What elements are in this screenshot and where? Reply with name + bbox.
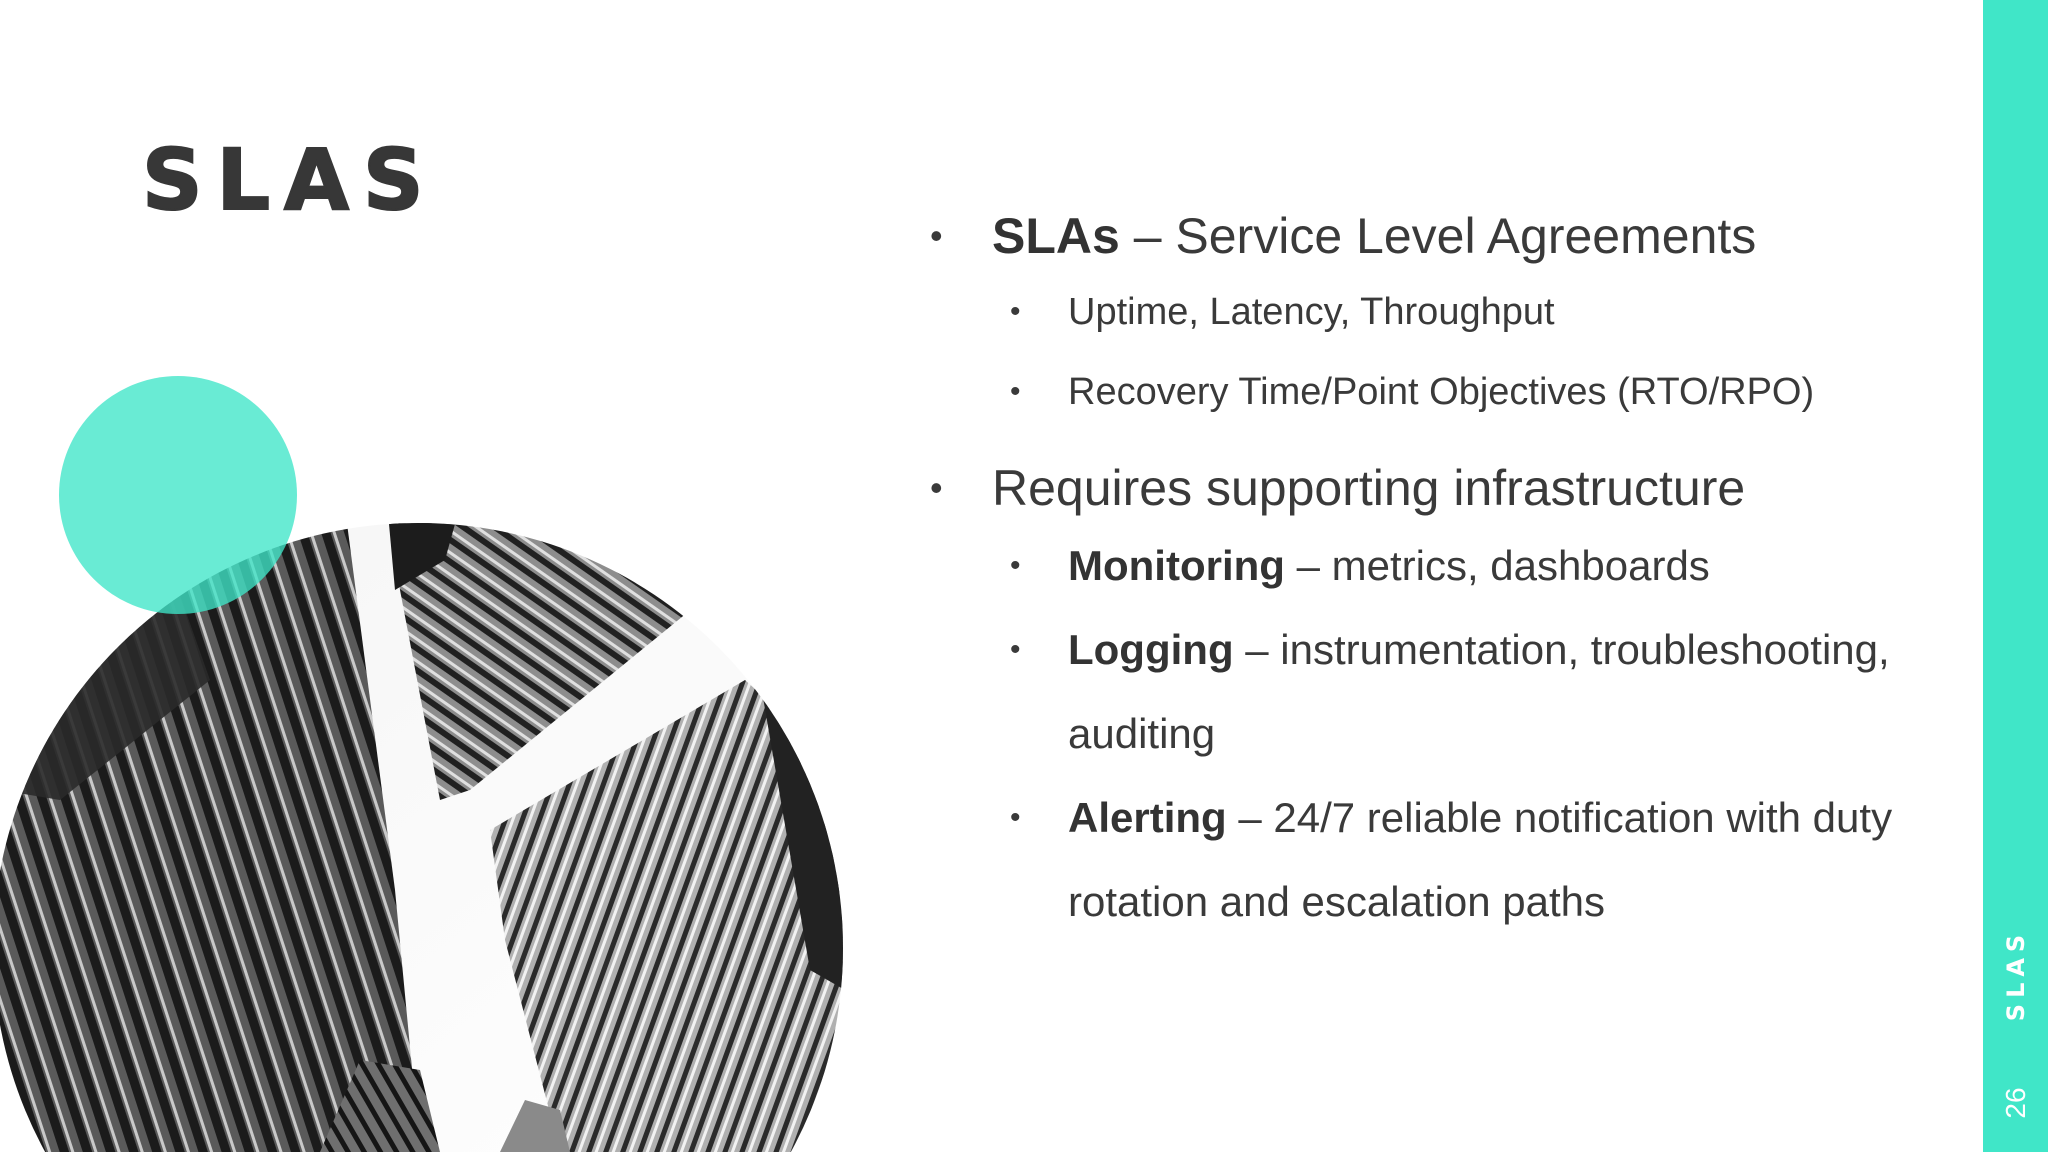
bullet-list: [930, 200, 1930, 944]
bullet-text: – metrics, dashboards: [1284, 542, 1710, 589]
bullet-text: – instrumentation, troubleshooting, auditing: [1068, 626, 1890, 757]
bullet-bold-term: Monitoring: [1068, 542, 1285, 589]
bullet-dot: •: [1010, 633, 1021, 666]
bullet-dot: •: [930, 467, 943, 508]
bullet-bold-term: Alerting: [1068, 794, 1227, 841]
sidebar-section-label: SLAS: [2001, 928, 2030, 1022]
bullet-text: – 24/7 reliable notification with duty rotation and escalation paths: [1068, 794, 1893, 925]
bullet-dot: •: [930, 215, 943, 256]
bullet-text: Uptime, Latency, Throughput: [1068, 291, 1555, 333]
sub-bullet-logging: [930, 608, 1930, 776]
sub-bullet-rto-rpo: [930, 352, 1930, 432]
bullet-text: Recovery Time/Point Objectives (RTO/RPO): [1068, 371, 1815, 413]
accent-circle: [59, 376, 297, 614]
bullet-dot: •: [1010, 375, 1021, 408]
bullet-bold-term: Logging: [1068, 626, 1234, 673]
bullet-infrastructure: [930, 452, 1930, 524]
bullet-dot: •: [1010, 801, 1021, 834]
bullet-text: Requires supporting infrastructure: [992, 460, 1746, 516]
sub-bullet-uptime: [930, 272, 1930, 352]
slide-title: SLAS: [142, 131, 438, 229]
sidebar-band: [1983, 0, 2048, 1152]
page-number: 26: [1999, 1087, 2031, 1119]
bullet-bold-term: SLAs: [992, 208, 1120, 264]
sub-bullet-monitoring: [930, 524, 1930, 608]
bullet-text: – Service Level Agreements: [1119, 208, 1757, 264]
bullet-slas: [930, 200, 1930, 272]
bullet-dot: •: [1010, 549, 1021, 582]
bullet-dot: •: [1010, 295, 1021, 328]
sub-bullet-alerting: [930, 776, 1930, 944]
